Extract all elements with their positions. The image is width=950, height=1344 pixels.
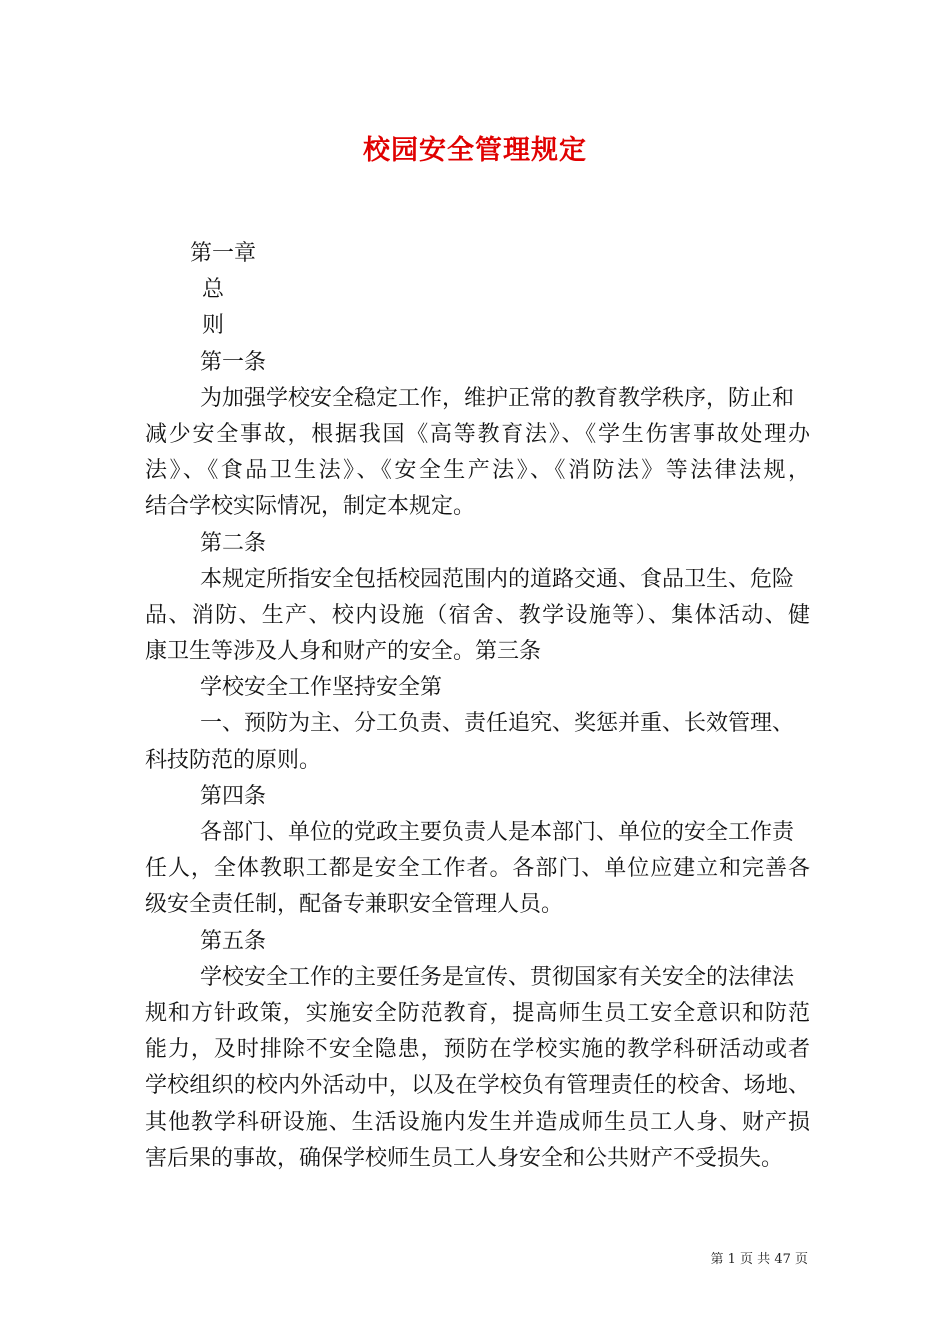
paragraph-line: 一、预防为主、分工负责、责任追究、奖惩并重、长效管理、 [200,711,795,737]
paragraph-line: 害后果的事故，确保学校师生员工人身安全和公共财产不受损失。 [145,1145,784,1171]
chapter-title-char-2: 则 [202,313,225,339]
article-1-heading: 第一条 [200,349,267,375]
article-2-heading: 第二条 [200,530,267,556]
chapter-heading: 第一章 [190,241,257,266]
paragraph-line: 任人，全体教职工都是安全工作者。各部门、单位应建立和完善各 [145,856,810,882]
paragraph-line: 规和方针政策，实施安全防范教育，提高师生员工安全意识和防范 [145,1000,810,1026]
paragraph-line: 级安全责任制，配备专兼职安全管理人员。 [145,892,564,918]
paragraph-line: 各部门、单位的党政主要负责人是本部门、单位的安全工作责 [200,820,795,845]
paragraph-line: 本规定所指安全包括校园范围内的道路交通、食品卫生、危险 [200,566,795,592]
paragraph-line: 科技防范的原则。 [145,747,322,773]
paragraph-line: 结合学校实际情况，制定本规定。 [145,494,476,520]
paragraph-line: 为加强学校安全稳定工作，维护正常的教育教学秩序，防止和 [200,385,795,411]
paragraph-line: 其他教学科研设施、生活设施内发生并造成师生员工人身、财产损 [145,1109,810,1135]
document-body [145,236,810,1177]
paragraph-line: 学校组织的校内外活动中，以及在学校负有管理责任的校舍、场地、 [145,1073,810,1099]
article-5-heading: 第五条 [200,928,267,954]
article-4-heading: 第四条 [200,783,267,809]
paragraph-line: 学校安全工作坚持安全第 [200,675,443,701]
chapter-title-char-1: 总 [202,277,225,303]
page-title: 校园安全管理规定 [363,135,587,166]
paragraph-line: 减少安全事故，根据我国《高等教育法》、《学生伤害事故处理办 [145,421,810,447]
paragraph-line: 能力，及时排除不安全隐患，预防在学校实施的教学科研活动或者 [145,1037,810,1063]
paragraph-line: 学校安全工作的主要任务是宣传、贯彻国家有关安全的法律法 [200,964,795,990]
paragraph-line: 法》、《食品卫生法》、《安全生产法》、《消防法》等法律法规， [145,458,810,484]
paragraph-line: 品、消防、生产、校内设施（宿舍、教学设施等）、集体活动、健 [145,602,810,628]
paragraph-line: 康卫生等涉及人身和财产的安全。第三条 [145,639,542,665]
page-number-footer: 第 1 页 共 47 页 [710,1252,808,1267]
